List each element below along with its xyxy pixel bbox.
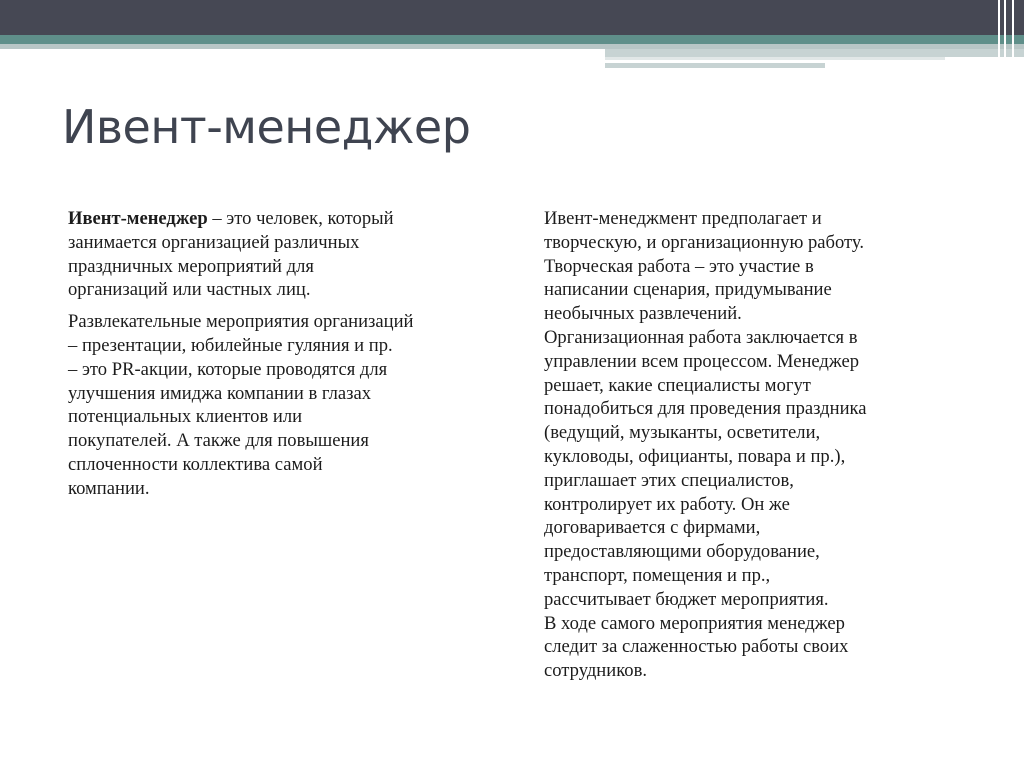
left-text-column — [68, 207, 500, 509]
text-line: сотрудников. — [544, 660, 648, 682]
definition-paragraph — [68, 207, 500, 302]
header-divider-line — [1012, 0, 1014, 70]
text-line: рассчитывает бюджет мероприятия. — [544, 588, 829, 610]
text-line: транспорт, помещения и пр., — [544, 564, 771, 586]
text-line: творческую, и организационную работу. — [544, 231, 865, 253]
text-line: (ведущий, музыканты, осветители, — [544, 422, 821, 444]
text-line: кукловоды, официанты, повара и пр.), — [544, 445, 846, 467]
definition-term: Ивент-менеджер — [68, 208, 208, 229]
text-line: Развлекательные мероприятия организаций — [68, 311, 414, 333]
text-line: организаций или частных лиц. — [68, 279, 311, 301]
text-line: компании. — [68, 477, 150, 499]
header-band-gap — [0, 49, 605, 53]
text-line: контролирует их работу. Он же — [544, 493, 790, 515]
slide-title: Ивент-менеджер — [62, 100, 471, 154]
definition-text: – это человек, который — [207, 208, 394, 229]
text-line: В ходе самого мероприятия менеджер — [544, 612, 845, 634]
header-band-right-2 — [605, 57, 945, 60]
text-line: – это PR-акции, которые проводятся для — [68, 358, 388, 380]
text-line: занимается организацией различных — [68, 231, 360, 253]
text-line: управлении всем процессом. Менеджер — [544, 350, 860, 372]
text-line: договаривается с фирмами, — [544, 517, 761, 539]
text-line: предоставляющими оборудование, — [544, 541, 820, 563]
header-band-teal — [0, 35, 1024, 44]
text-line: праздничных мероприятий для — [68, 255, 314, 277]
text-line: Ивент-менеджмент предполагает и — [544, 208, 822, 229]
header-band-right-1 — [605, 49, 1024, 57]
header-band-dark — [0, 0, 1024, 35]
text-line: сплоченности коллектива самой — [68, 453, 323, 475]
text-line: понадобиться для проведения праздника — [544, 398, 867, 420]
text-line: Творческая работа – это участие в — [544, 255, 814, 277]
text-line: необычных развлечений. — [544, 303, 742, 325]
header-divider-line — [998, 0, 1000, 70]
header-divider-line — [1004, 0, 1006, 70]
text-line: потенциальных клиентов или — [68, 406, 303, 428]
text-line: написании сценария, придумывание — [544, 279, 832, 301]
text-line: решает, какие специалисты могут — [544, 374, 811, 396]
text-line: – презентации, юбилейные гуляния и пр. — [68, 334, 393, 356]
text-line: покупателей. А также для повышения — [68, 430, 369, 452]
text-line: улучшения имиджа компании в глазах — [68, 382, 371, 404]
text-line: Организационная работа заключается в — [544, 326, 858, 348]
header-band-right-3 — [605, 63, 825, 68]
right-text-column — [544, 207, 968, 683]
text-line: следит за слаженностью работы своих — [544, 636, 849, 658]
text-line: приглашает этих специалистов, — [544, 469, 794, 491]
management-paragraph — [544, 207, 968, 683]
events-paragraph — [68, 310, 500, 500]
